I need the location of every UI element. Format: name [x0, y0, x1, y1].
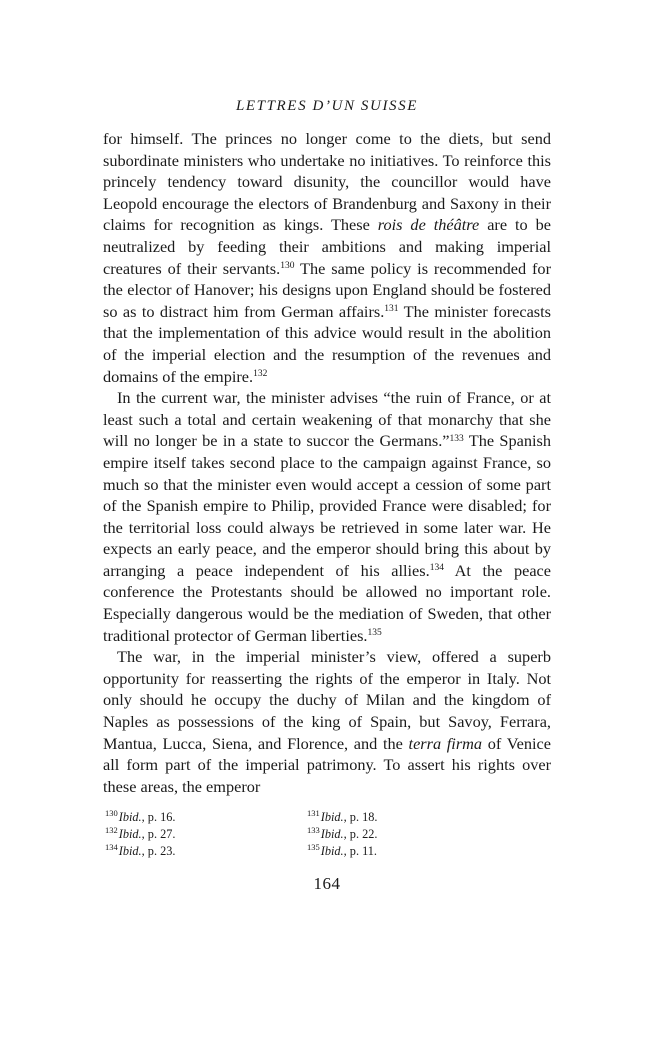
text-run: The war, in the imperial minister’s view, offered a superb opportunity for reasserting the rights of the emperor in Italy. Not only should he occupy the duchy of Milan and the kingdom of Naples as possessions of the king of Spain, but Savoy, Ferrara, Mantua, Lucca, Siena, and Florence, and the	[103, 647, 551, 753]
footnote-number: 135	[307, 842, 320, 853]
footnote-page: p. 11.	[346, 844, 378, 859]
text-run: At the peace conference the Protestants should be allowed no important role. Especially dangerous would be the mediation of Sweden, that other traditional protector of German liberties.	[103, 560, 552, 645]
footnote-page: p. 16.	[144, 810, 176, 825]
footnote-ref: Ibid.,	[118, 827, 145, 842]
footnote-number: 132	[105, 825, 118, 836]
footnote-marker: 133	[449, 433, 464, 444]
book-page	[103, 96, 551, 894]
footnote-marker: 132	[253, 369, 268, 380]
page-number: 164	[313, 874, 341, 894]
text-run: for himself. The princes no longer come to the diets, but send subordinate ministers who undertake no initiatives. To reinforce this princely tendency toward disunity, the councillor would have Leopold encourage the electors of Brandenburg and Saxony in their claims for recognition as kings. These	[103, 129, 551, 235]
footnote-number: 131	[307, 808, 320, 819]
body-text	[103, 128, 551, 797]
footnotes	[103, 809, 551, 860]
footnote-marker: 130	[280, 261, 295, 272]
footnote-ref: Ibid.,	[320, 810, 347, 825]
running-head: LETTRES D’UN SUISSE	[235, 98, 419, 114]
footnote-ref: Ibid.,	[118, 844, 145, 859]
footnote	[105, 826, 307, 843]
footnote-number: 133	[307, 825, 320, 836]
text-run: are to be neutralized by feeding their ambitions and making imperial creatures of their servants.	[103, 215, 551, 278]
footnote-marker: 135	[367, 628, 382, 639]
text-run: of Venice all form part of the imperial patrimony. To assert his rights over these areas, the emperor	[103, 733, 551, 796]
text-run: The minister forecasts that the implementation of this advice would result in the abolition of the imperial election and the resumption of the revenues and domains of the empire.	[103, 301, 552, 386]
footnote-ref: Ibid.,	[320, 844, 347, 859]
text-run: The same policy is recommended for the elector of Hanover; his designs upon England should be fostered so as to distract him from German affairs.	[103, 258, 551, 321]
footnote-number: 134	[105, 842, 118, 853]
footnote-page: p. 27.	[144, 827, 176, 842]
footnote	[307, 843, 507, 860]
footnote-ref: Ibid.,	[320, 827, 347, 842]
italic-phrase: terra firma	[408, 733, 483, 753]
italic-phrase: rois de théâtre	[377, 215, 480, 235]
footnote	[307, 826, 507, 843]
footnote-marker: 131	[384, 304, 399, 315]
footnote	[105, 809, 307, 826]
footnote-page: p. 23.	[144, 844, 176, 859]
body-paragraph	[103, 387, 551, 646]
body-paragraph	[103, 646, 551, 797]
footnote	[307, 809, 507, 826]
text-run: In the current war, the minister advises “the ruin of France, or at least such a total and certain weakening of that monarchy that she will no longer be in a state to succor the Germans.”	[103, 388, 551, 451]
footnote	[105, 843, 307, 860]
footnote-page: p. 18.	[346, 810, 378, 825]
footnote-ref: Ibid.,	[118, 810, 145, 825]
body-paragraph	[103, 128, 551, 387]
footnote-page: p. 22.	[346, 827, 378, 842]
footnote-marker: 134	[429, 563, 444, 574]
text-run: The Spanish empire itself takes second place to the campaign against France, so much so that the minister even would accept a cession of some part of the Spanish empire to Philip, provided France were disabled; for the territorial loss could always be retrieved in some later war. He expects an early peace, and the emperor should bring this about by arranging a peace independent of his allies.	[103, 431, 551, 580]
footnote-number: 130	[105, 808, 118, 819]
